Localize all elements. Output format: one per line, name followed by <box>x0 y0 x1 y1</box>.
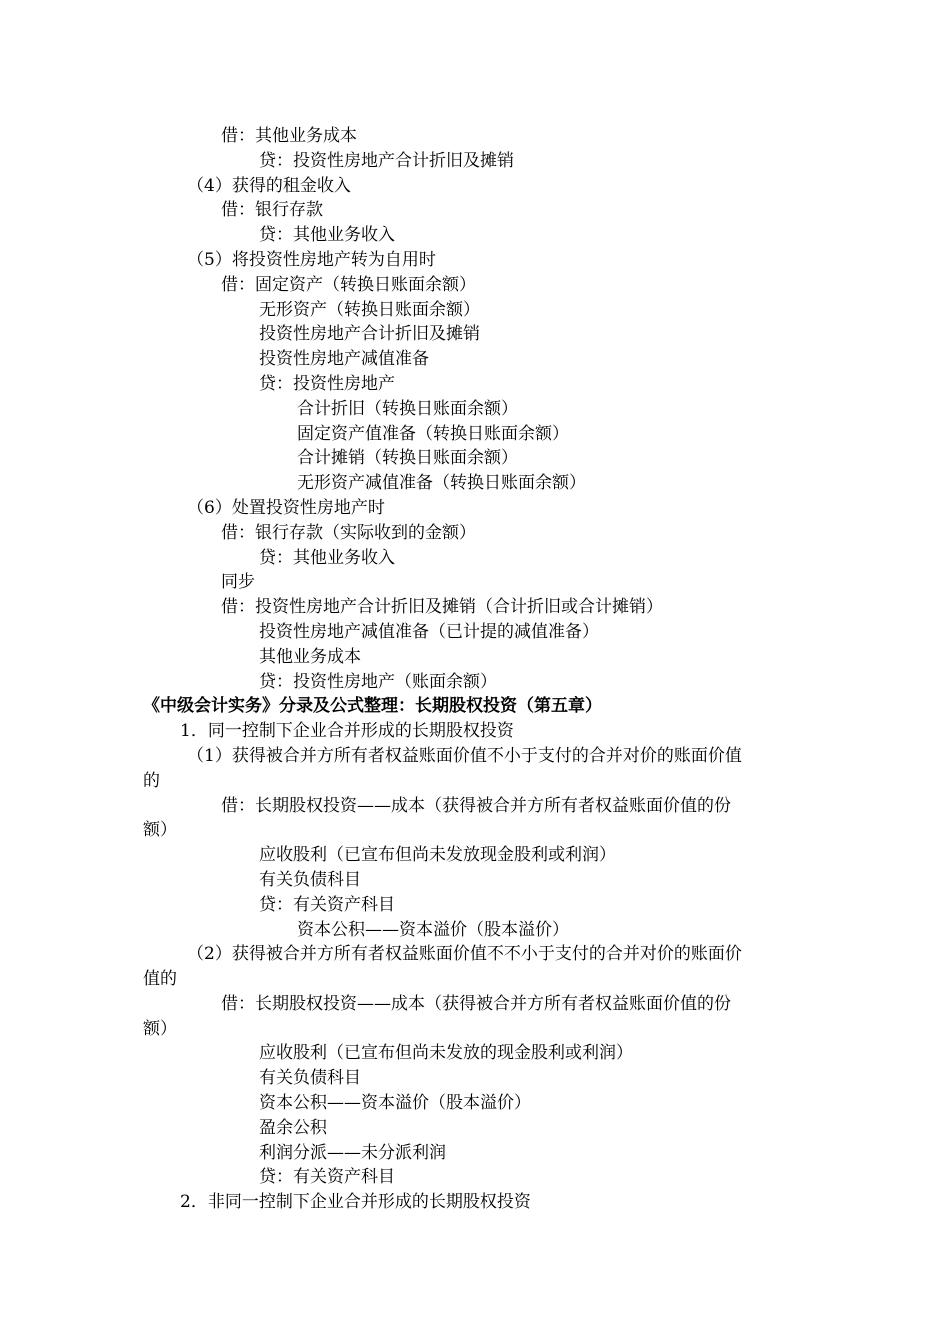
text-line: 有关负债科目 <box>259 869 361 890</box>
text-line: 借：固定资产（转换日账面余额） <box>221 274 476 295</box>
text-line: 应收股利（已宣布但尚未发放现金股利或利润） <box>259 845 616 866</box>
text-line: 1．同一控制下企业合并形成的长期股权投资 <box>180 721 514 742</box>
text-line: 贷：投资性房地产合计折旧及摊销 <box>259 150 514 171</box>
text-line: 固定资产值准备（转换日账面余额） <box>297 423 569 444</box>
text-line: 合计折旧（转换日账面余额） <box>297 398 518 419</box>
text-line: 投资性房地产合计折旧及摊销 <box>259 324 480 345</box>
text-line: 资本公积——资本溢价（股本溢价） <box>297 919 569 940</box>
document-page <box>0 124 950 1215</box>
text-line: 贷：有关资产科目 <box>259 894 395 915</box>
text-line: 贷：有关资产科目 <box>259 1167 395 1188</box>
text-line: 投资性房地产减值准备（已计提的减值准备） <box>259 621 599 642</box>
text-line: 投资性房地产减值准备 <box>259 349 429 370</box>
text-line: 贷：投资性房地产（账面余额） <box>259 671 497 692</box>
text-line: 贷：投资性房地产 <box>259 373 395 394</box>
text-line: 贷：其他业务收入 <box>259 225 395 246</box>
text-line: 盈余公积 <box>259 1117 327 1138</box>
text-line: 2．非同一控制下企业合并形成的长期股权投资 <box>180 1192 531 1213</box>
text-line: 借：其他业务成本 <box>221 126 357 146</box>
text-line: （6）处置投资性房地产时 <box>187 497 385 518</box>
text-line: 借：长期股权投资——成本（获得被合并方所有者权益账面价值的份 <box>221 795 731 816</box>
text-line: （5）将投资性房地产转为自用时 <box>187 249 436 270</box>
text-line: 借：投资性房地产合计折旧及摊销（合计折旧或合计摊销） <box>221 597 663 618</box>
text-line: 借：银行存款 <box>221 200 323 221</box>
text-line: 的 <box>143 770 160 791</box>
text-line: 资本公积——资本溢价（股本溢价） <box>259 1093 531 1114</box>
section-heading: 《中级会计实务》分录及公式整理：长期股权投资（第五章） <box>143 696 602 717</box>
text-line: 合计摊销（转换日账面余额） <box>297 448 518 469</box>
text-line: 额） <box>143 820 177 841</box>
text-line: （1）获得被合并方所有者权益账面价值不小于支付的合并对价的账面价值 <box>187 745 742 766</box>
text-line: 有关负债科目 <box>259 1068 361 1089</box>
text-line: 借：银行存款（实际收到的金额） <box>221 522 476 543</box>
text-line: （4）获得的租金收入 <box>187 175 351 196</box>
text-line: 无形资产减值准备（转换日账面余额） <box>297 473 586 494</box>
text-line: 贷：其他业务收入 <box>259 547 395 568</box>
text-line: 无形资产（转换日账面余额） <box>259 299 480 320</box>
text-line: 其他业务成本 <box>259 646 361 667</box>
text-line: 借：长期股权投资——成本（获得被合并方所有者权益账面价值的份 <box>221 993 731 1014</box>
text-line: 值的 <box>143 969 177 990</box>
text-line: （2）获得被合并方所有者权益账面价值不不小于支付的合并对价的账面价 <box>187 944 742 965</box>
text-line: 利润分派——未分派利润 <box>259 1142 446 1163</box>
text-line: 额） <box>143 1018 177 1039</box>
text-line: 同步 <box>221 572 255 593</box>
text-line: 应收股利（已宣布但尚未发放的现金股利或利润） <box>259 1043 633 1064</box>
